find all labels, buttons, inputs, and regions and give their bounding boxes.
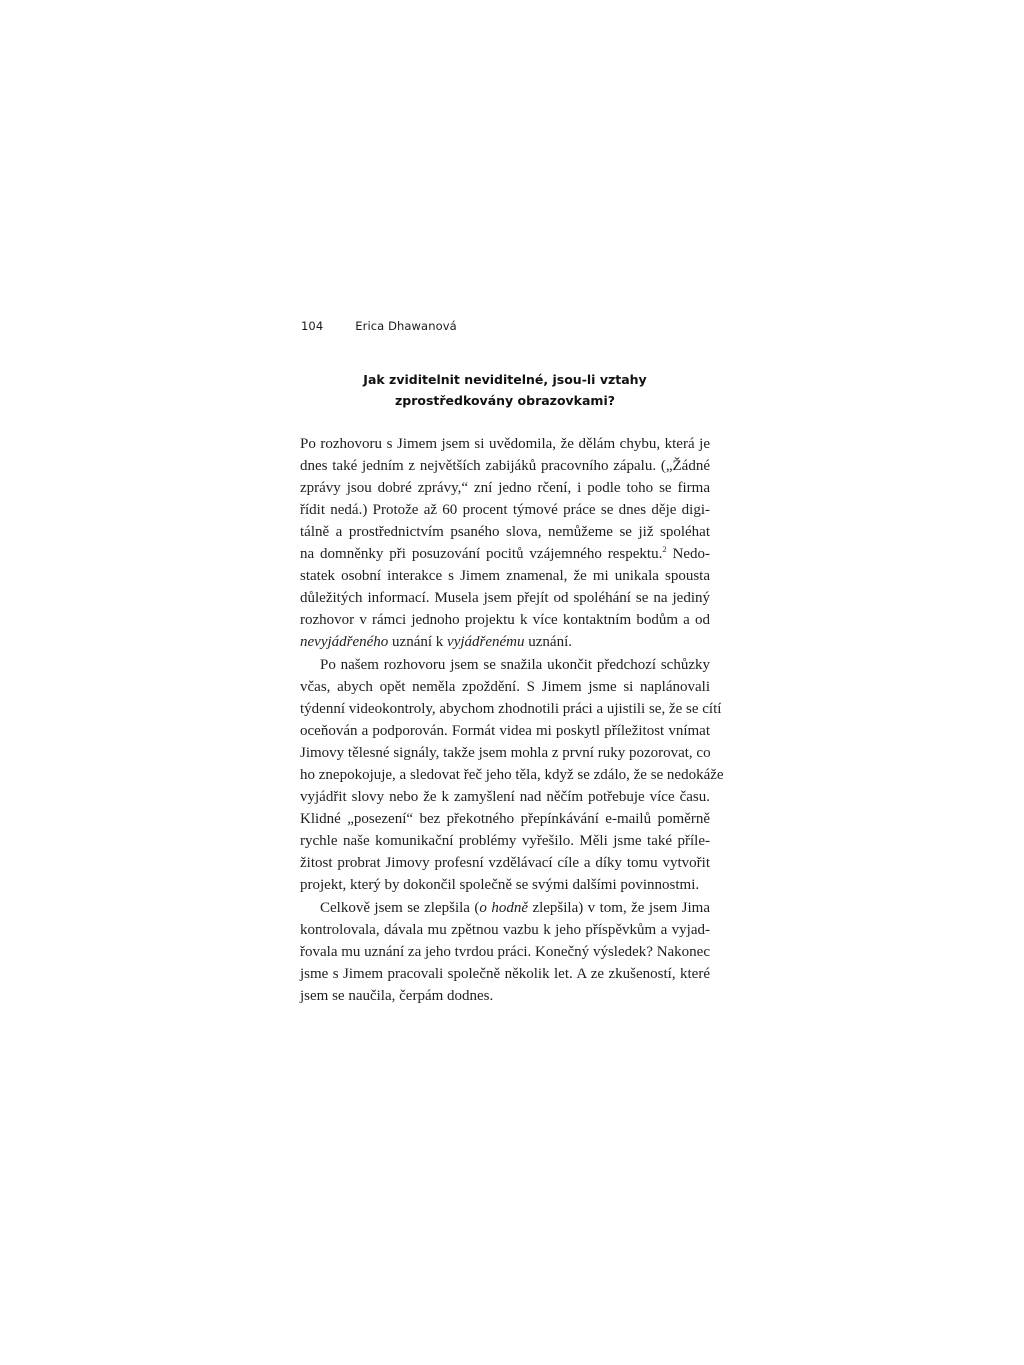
text-run: Nedo- — [666, 546, 710, 562]
emphasis: nevyjádřeného — [300, 634, 389, 650]
text-line: řídit nedá.) Protože až 60 procent týmové práce se dnes děje digi- — [300, 502, 710, 518]
text-line: rychle naše komunikační problémy vyřešilo. Měli jsme také příle- — [300, 833, 710, 849]
text-run: uznání k — [388, 634, 448, 650]
text-line: ho znepokojuje, a sledovat řeč jeho těla, když se zdálo, že se nedokáže — [300, 767, 724, 783]
text-line — [300, 897, 710, 919]
text-run: Celkově jsem se zlepšila ( — [320, 900, 480, 916]
paragraph — [300, 654, 724, 896]
text-line: jsem se naučila, čerpám dodnes. — [300, 988, 494, 1004]
text-line: týdenní videokontroly, abychom zhodnotili práci a ujistili se, že se cítí — [300, 701, 722, 717]
text-line: kontrolovala, dávala mu zpětnou vazbu k jeho příspěvkům a vyjad- — [300, 922, 710, 938]
running-header — [301, 319, 457, 333]
text-line: projekt, který by dokončil společně se svými dalšími povinnostmi. — [300, 877, 700, 893]
text-line: tálně a prostřednictvím psaného slova, nemůžeme se již spoléhat — [300, 524, 710, 540]
text-line: žitost probrat Jimovy profesní vzdělávací cíle a díky tomu vytvořit — [300, 855, 710, 871]
section-heading-line: zprostředkovány obrazovkami? — [395, 393, 615, 408]
text-line: jsme s Jimem pracovali společně několik let. A ze zkušeností, které — [300, 966, 710, 982]
section-heading-line: Jak zviditelnit neviditelné, jsou-li vztahy — [363, 372, 647, 387]
author-name: Erica Dhawanová — [355, 319, 457, 333]
footnote-marker[interactable]: 2 — [662, 544, 667, 554]
emphasis: o hodně — [479, 900, 528, 916]
text-line: vyjádřit slovy nebo že k zamyšlení nad něčím potřebuje více času. — [300, 789, 710, 805]
text-line: oceňován a podporován. Formát videa mi poskytl příležitost vnímat — [300, 723, 710, 739]
text-line: statek osobní interakce s Jimem znamenal, že mi unikala spousta — [300, 568, 710, 584]
text-run: zlepšila) v tom, že jsem Jima — [528, 900, 711, 916]
paragraph — [300, 897, 710, 1007]
text-run: uznání. — [524, 634, 572, 650]
text-line: Po rozhovoru s Jimem jsem si uvědomila, že dělám chybu, která je — [300, 436, 710, 452]
paragraph — [300, 433, 710, 653]
text-line: dnes také jedním z největších zabijáků pracovního zápalu. („Žádné — [300, 458, 710, 474]
text-line: včas, abych opět neměla zpoždění. S Jimem jsme si naplánovali — [300, 679, 710, 695]
section-heading — [300, 369, 710, 411]
body-text — [300, 433, 724, 1008]
emphasis: vyjádřenému — [447, 634, 525, 650]
text-line: Po našem rozhovoru jsem se snažila ukončit předchozí schůzky — [320, 657, 710, 673]
text-line: rozhovor v rámci jednoho projektu k více kontaktním bodům a od — [300, 612, 710, 628]
page-number: 104 — [301, 319, 324, 333]
text-line: řovala mu uznání za jeho tvrdou práci. Konečný výsledek? Nakonec — [300, 944, 710, 960]
text-line: Jimovy tělesné signály, takže jsem mohla z první ruky pozorovat, co — [300, 745, 711, 761]
text-line: zprávy jsou dobré zprávy,“ zní jedno rčení, i podle toho se firma — [300, 480, 710, 496]
text-line: důležitých informací. Musela jsem přejít od spoléhání se na jediný — [300, 590, 710, 606]
text-line — [300, 631, 710, 653]
text-line: Klidné „posezení“ bez překotného přepínkávání e-mailů poměrně — [300, 811, 710, 827]
text-line — [300, 543, 710, 565]
text-run: na domněnky při posuzování pocitů vzájemného respektu. — [300, 546, 663, 562]
